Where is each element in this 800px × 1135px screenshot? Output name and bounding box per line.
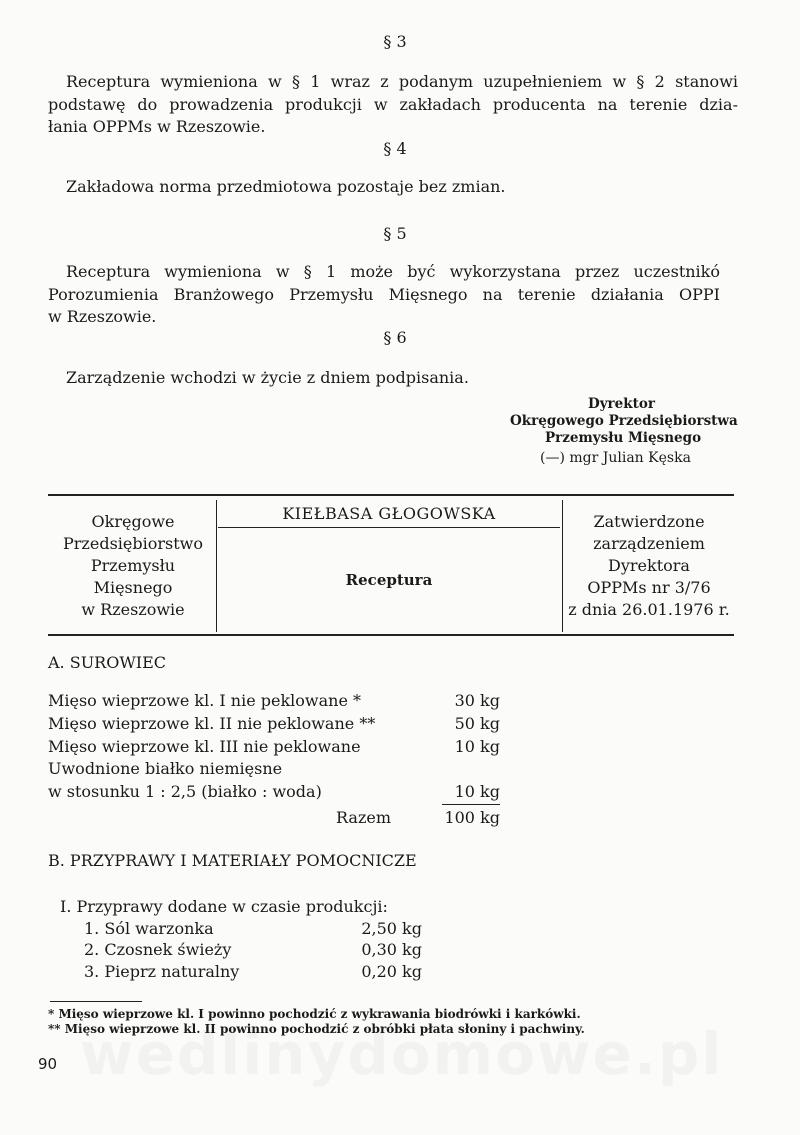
approval-line-1: Zatwierdzone: [593, 512, 705, 531]
footnote-rule: [50, 1001, 142, 1002]
table-divider-right: [562, 500, 563, 632]
total-label: Razem: [336, 808, 392, 827]
section6-heading: § 6: [383, 328, 407, 347]
section5-paragraph: [48, 261, 720, 329]
signature-industry: Przemysłu Mięsnego: [545, 430, 702, 446]
issuer-line-3: Przemysłu: [90, 556, 176, 575]
footnote-1: * Mięso wieprzowe kl. I powinno pochodzić z wykrawania biodrówki i karkówki.: [48, 1007, 581, 1021]
watermark-text: [80, 1020, 723, 1088]
section3-line-1: Receptura wymieniona w § 1 wraz z podanym uzupełnieniem w § 2 stanowi: [66, 72, 738, 91]
issuer-line-4: Mięsnego: [93, 578, 173, 597]
section-b-subheading: I. Przyprawy dodane w czasie produkcji:: [60, 897, 388, 916]
table-title-underline: [218, 527, 560, 528]
section3-line-2: podstawę do prowadzenia produkcji w zakładach producenta na terenie dzia-: [48, 94, 738, 114]
surowiec-item-1: Mięso wieprzowe kl. I nie peklowane *: [48, 691, 361, 710]
surowiec-qty-3: 10 kg: [454, 737, 500, 756]
approval-line-3: Dyrektora: [608, 556, 690, 575]
section5-line-3: w Rzeszowie.: [48, 307, 157, 326]
issuer-line-2: Przedsiębiorstwo: [63, 534, 203, 553]
spice-qty-3: 0,20 kg: [361, 962, 422, 981]
surowiec-qty-5: 10 kg: [454, 782, 500, 801]
surowiec-item-2: Mięso wieprzowe kl. II nie peklowane **: [48, 714, 376, 733]
section-a-heading: A. SUROWIEC: [48, 653, 167, 672]
recipe-subtitle: Receptura: [345, 571, 433, 589]
approval-line-4: OPPMs nr 3/76: [587, 578, 711, 597]
recipe-title: KIEŁBASA GŁOGOWSKA: [282, 504, 496, 523]
spice-qty-2: 0,30 kg: [361, 940, 422, 959]
surowiec-item-4: Uwodnione białko niemięsne: [48, 759, 283, 778]
total-qty: 100 kg: [444, 808, 500, 827]
section4-text: Zakładowa norma przedmiotowa pozostaje bez zmian.: [66, 177, 506, 196]
surowiec-item-3: Mięso wieprzowe kl. III nie peklowane: [48, 737, 361, 756]
table-divider-left: [216, 500, 217, 632]
surowiec-qty-1: 30 kg: [454, 691, 500, 710]
spice-item-1: 1. Sól warzonka: [84, 919, 214, 938]
signature-company: Okręgowego Przedsiębiorstwa: [510, 413, 738, 429]
section5-heading: § 5: [383, 224, 407, 243]
spice-item-3: 3. Pieprz naturalny: [84, 962, 240, 981]
section3-line-3: łania OPPMs w Rzeszowie.: [48, 117, 266, 136]
spice-item-2: 2. Czosnek świeży: [84, 940, 232, 959]
approval-line-5: z dnia 26.01.1976 r.: [568, 600, 730, 619]
section3-paragraph: [48, 71, 738, 139]
section4-heading: § 4: [383, 139, 407, 158]
section-b-heading: B. PRZYPRAWY I MATERIAŁY POMOCNICZE: [48, 851, 417, 870]
table-approval: [564, 511, 734, 621]
footnote-2: ** Mięso wieprzowe kl. II powinno pochodzić z obróbki płata słoniny i pachwiny.: [48, 1022, 585, 1036]
spice-qty-1: 2,50 kg: [361, 919, 422, 938]
section5-line-2: Porozumienia Branżowego Przemysłu Mięsnego na terenie działania OPPI: [48, 284, 720, 304]
issuer-line-1: Okręgowe: [91, 512, 175, 531]
issuer-line-5: w Rzeszowie: [81, 600, 185, 619]
table-issuer: [50, 511, 216, 621]
page-number: 90: [38, 1055, 58, 1073]
surowiec-item-5: w stosunku 1 : 2,5 (białko : woda): [48, 782, 322, 801]
signature-title: Dyrektor: [588, 396, 655, 412]
surowiec-qty-2: 50 kg: [454, 714, 500, 733]
signature-name: (—) mgr Julian Kęska: [540, 450, 691, 466]
section5-line-1: Receptura wymieniona w § 1 może być wykorzystana przez uczestnikó: [66, 262, 720, 281]
section3-heading: § 3: [383, 32, 407, 51]
section6-text: Zarządzenie wchodzi w życie z dniem podpisania.: [66, 368, 469, 387]
approval-line-2: zarządzeniem: [593, 534, 705, 553]
total-rule: [442, 804, 500, 805]
